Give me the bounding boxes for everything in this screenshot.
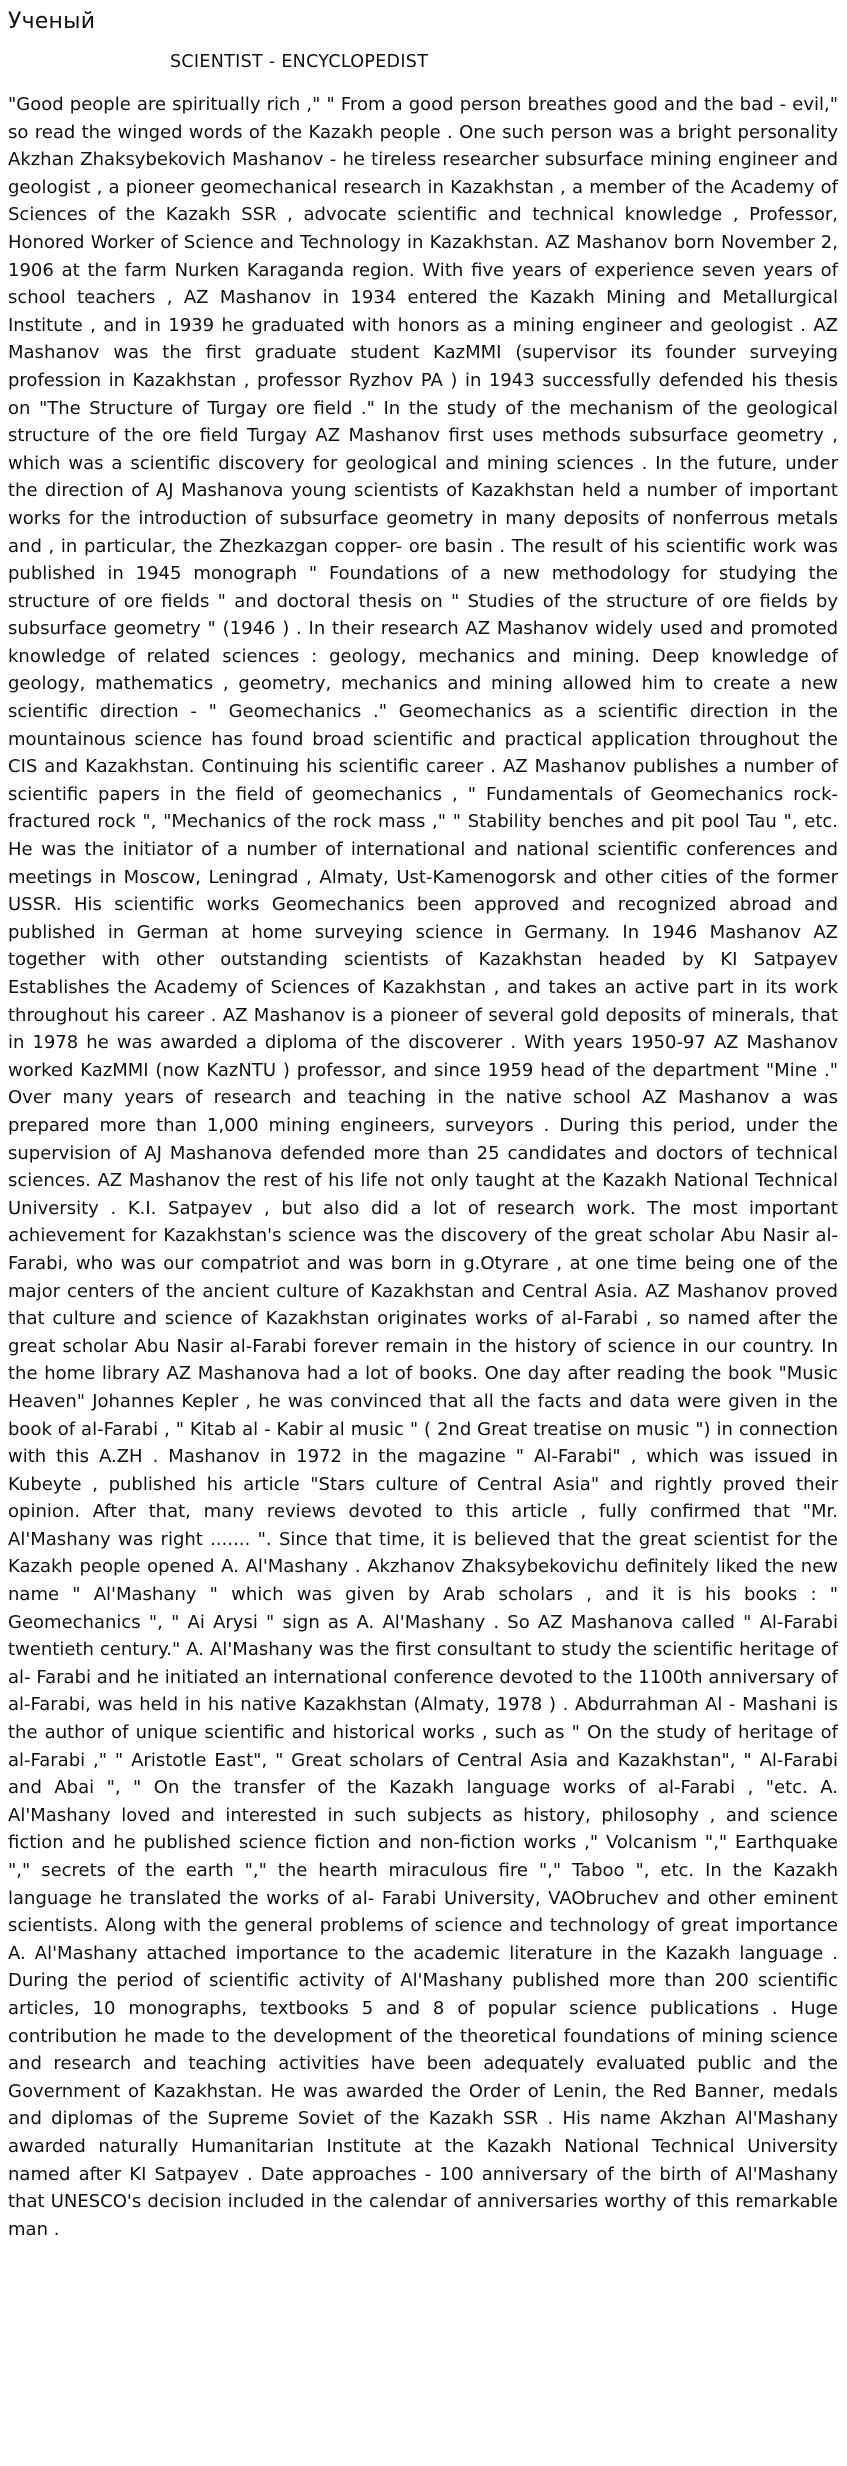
document-subheading: SCIENTIST - ENCYCLOPEDIST [170,52,429,72]
document-heading: Ученый [8,9,96,34]
document-body-paragraph: "Good people are spiritually rich ," " From a good person breathes good and the bad - evil," so read the winged words of the Kazakh people . One such person was a bright personality Akzhan Zhaksybekovich Mashanov - he tireless researcher subsurface mining engineer and geologist , a pioneer geomechanical research in Kazakhstan , a member of the Academy of Sciences of the Kazakh SSR , advocate scientific and technical knowledge , Professor, Honored Worker of Science and Technology in Kazakhstan. AZ Mashanov born November 2, 1906 at the farm Nurken Karaganda region. With five years of experience seven years of school teachers , AZ Mashanov in 1934 entered the Kazakh Mining and Metallurgical Institute , and in 1939 he graduated with honors as a mining engineer and geologist . AZ Mashanov was the first graduate student KazMMI (supervisor its founder surveying profession in Kazakhstan , professor Ryzhov PA ) in 1943 successfully defended his thesis on "The Structure of Turgay ore field ." In the study of the mechanism of the geological structure of the ore field Turgay AZ Mashanov first uses methods subsurface geometry , which was a scientific discovery for geological and mining sciences . In the future, under the direction of AJ Mashanova young scientists of Kazakhstan held a number of important works for the introduction of subsurface geometry in many deposits of nonferrous metals and , in particular, the Zhezkazgan copper- ore basin . The result of his scientific work was published in 1945 monograph " Foundations of a new methodology for studying the structure of ore fields " and doctoral thesis on " Studies of the structure of ore fields by subsurface geometry " (1946 ) . In their research AZ Mashanov widely used and promoted knowledge of related sciences : geology, mechanics and mining. Deep knowledge of geology, mathematics , geometry, mechanics and mining allowed him to create a new scientific direction - " Geomechanics ." Geomechanics as a scientific direction in the mountainous science has found broad scientific and practical application throughout the CIS and Kazakhstan. Continuing his scientific career . AZ Mashanov publishes a number of scientific papers in the field of geomechanics , " Fundamentals of Geomechanics rock- fractured rock ", "Mechanics of the rock mass ," " Stability benches and pit pool Tau ", etc. He was the initiator of a number of international and national scientific conferences and meetings in Moscow, Leningrad , Almaty, Ust-Kamenogorsk and other cities of the former USSR. His scientific works Geomechanics been approved and recognized abroad and published in German at home surveying science in Germany. In 1946 Mashanov AZ together with other outstanding scientists of Kazakhstan headed by KI Satpayev Establishes the Academy of Sciences of Kazakhstan , and takes an active part in its work throughout his career . AZ Mashanov is a pioneer of several gold deposits of minerals, that in 1978 he was awarded a diploma of the discoverer . With years 1950-97 AZ Mashanov worked KazMMI (now KazNTU ) professor, and since 1959 head of the department "Mine ." Over many years of research and teaching in the native school AZ Mashanov a was prepared more than 1,000 mining engineers, surveyors . During this period, under the supervision of AJ Mashanova defended more than 25 candidates and doctors of technical sciences. AZ Mashanov the rest of his life not only taught at the Kazakh National Technical University . K.I. Satpayev , but also did a lot of research work. The most important achievement for Kazakhstan's science was the discovery of the great scholar Abu Nasir al-Farabi, who was our compatriot and was born in g.Otyrare , at one time being one of the major centers of the ancient culture of Kazakhstan and Central Asia. AZ Mashanov proved that culture and science of Kazakhstan originates works of al-Farabi , so named after the great scholar Abu Nasir al-Farabi forever remain in the history of science in our country. In the home library AZ Mashanova had a lot of books. One day after reading the book "Music Heaven" Johannes Kepler , he was convinced that all the facts and data were given in the book of al-Farabi , " Kitab al - Kabir al music " ( 2nd Great treatise on music ") in connection with this A.ZH . Mashanov in 1972 in the magazine " Al-Farabi" , which was issued in Kubeyte , published his article "Stars culture of Central Asia" and rightly proved their opinion. After that, many reviews devoted to this article , fully confirmed that "Mr. Al'Mashany was right ....... ". Since that time, it is believed that the great scientist for the Kazakh people opened A. Al'Mashany . Akzhanov Zhaksybekovichu definitely liked the new name " Al'Mashany " which was given by Arab scholars , and it is his books : " Geomechanics ", " Ai Arysi " sign as A. Al'Mashany . So AZ Mashanova called " Al-Farabi twentieth century." A. Al'Mashany was the first consultant to study the scientific heritage of al- Farabi and he initiated an international conference devoted to the 1100th anniversary of al-Farabi, was held in his native Kazakhstan (Almaty, 1978 ) . Abdurrahman Al - Mashani is the author of unique scientific and historical works , such as " On the study of heritage of al-Farabi ," " Aristotle East", " Great scholars of Central Asia and Kazakhstan", " Al-Farabi and Abai ", " On the transfer of the Kazakh language works of al-Farabi , "etc. A. Al'Mashany loved and interested in such subjects as history, philosophy , and science fiction and he published science fiction and non-fiction works ," Volcanism "," Earthquake "," secrets of the earth "," the hearth miraculous fire "," Taboo ", etc. In the Kazakh language he translated the works of al- Farabi University, VAObruchev and other eminent scientists. Along with the general problems of science and technology of great importance A. Al'Mashany attached importance to the academic literature in the Kazakh language . During the period of scientific activity of Al'Mashany published more than 200 scientific articles, 10 monographs, textbooks 5 and 8 of popular science publications . Huge contribution he made to the development of the theoretical foundations of mining science and research and teaching activities have been adequately evaluated public and the Government of Kazakhstan. He was awarded the Order of Lenin, the Red Banner, medals and diplomas of the Supreme Soviet of the Kazakh SSR . His name Akzhan Al'Mashany awarded naturally Humanitarian Institute at the Kazakh National Technical University named after KI Satpayev . Date approaches - 100 anniversary of the birth of Al'Mashany that UNESCO's decision included in the calendar of anniversaries worthy of this remarkable man . [8,94,838,2240]
